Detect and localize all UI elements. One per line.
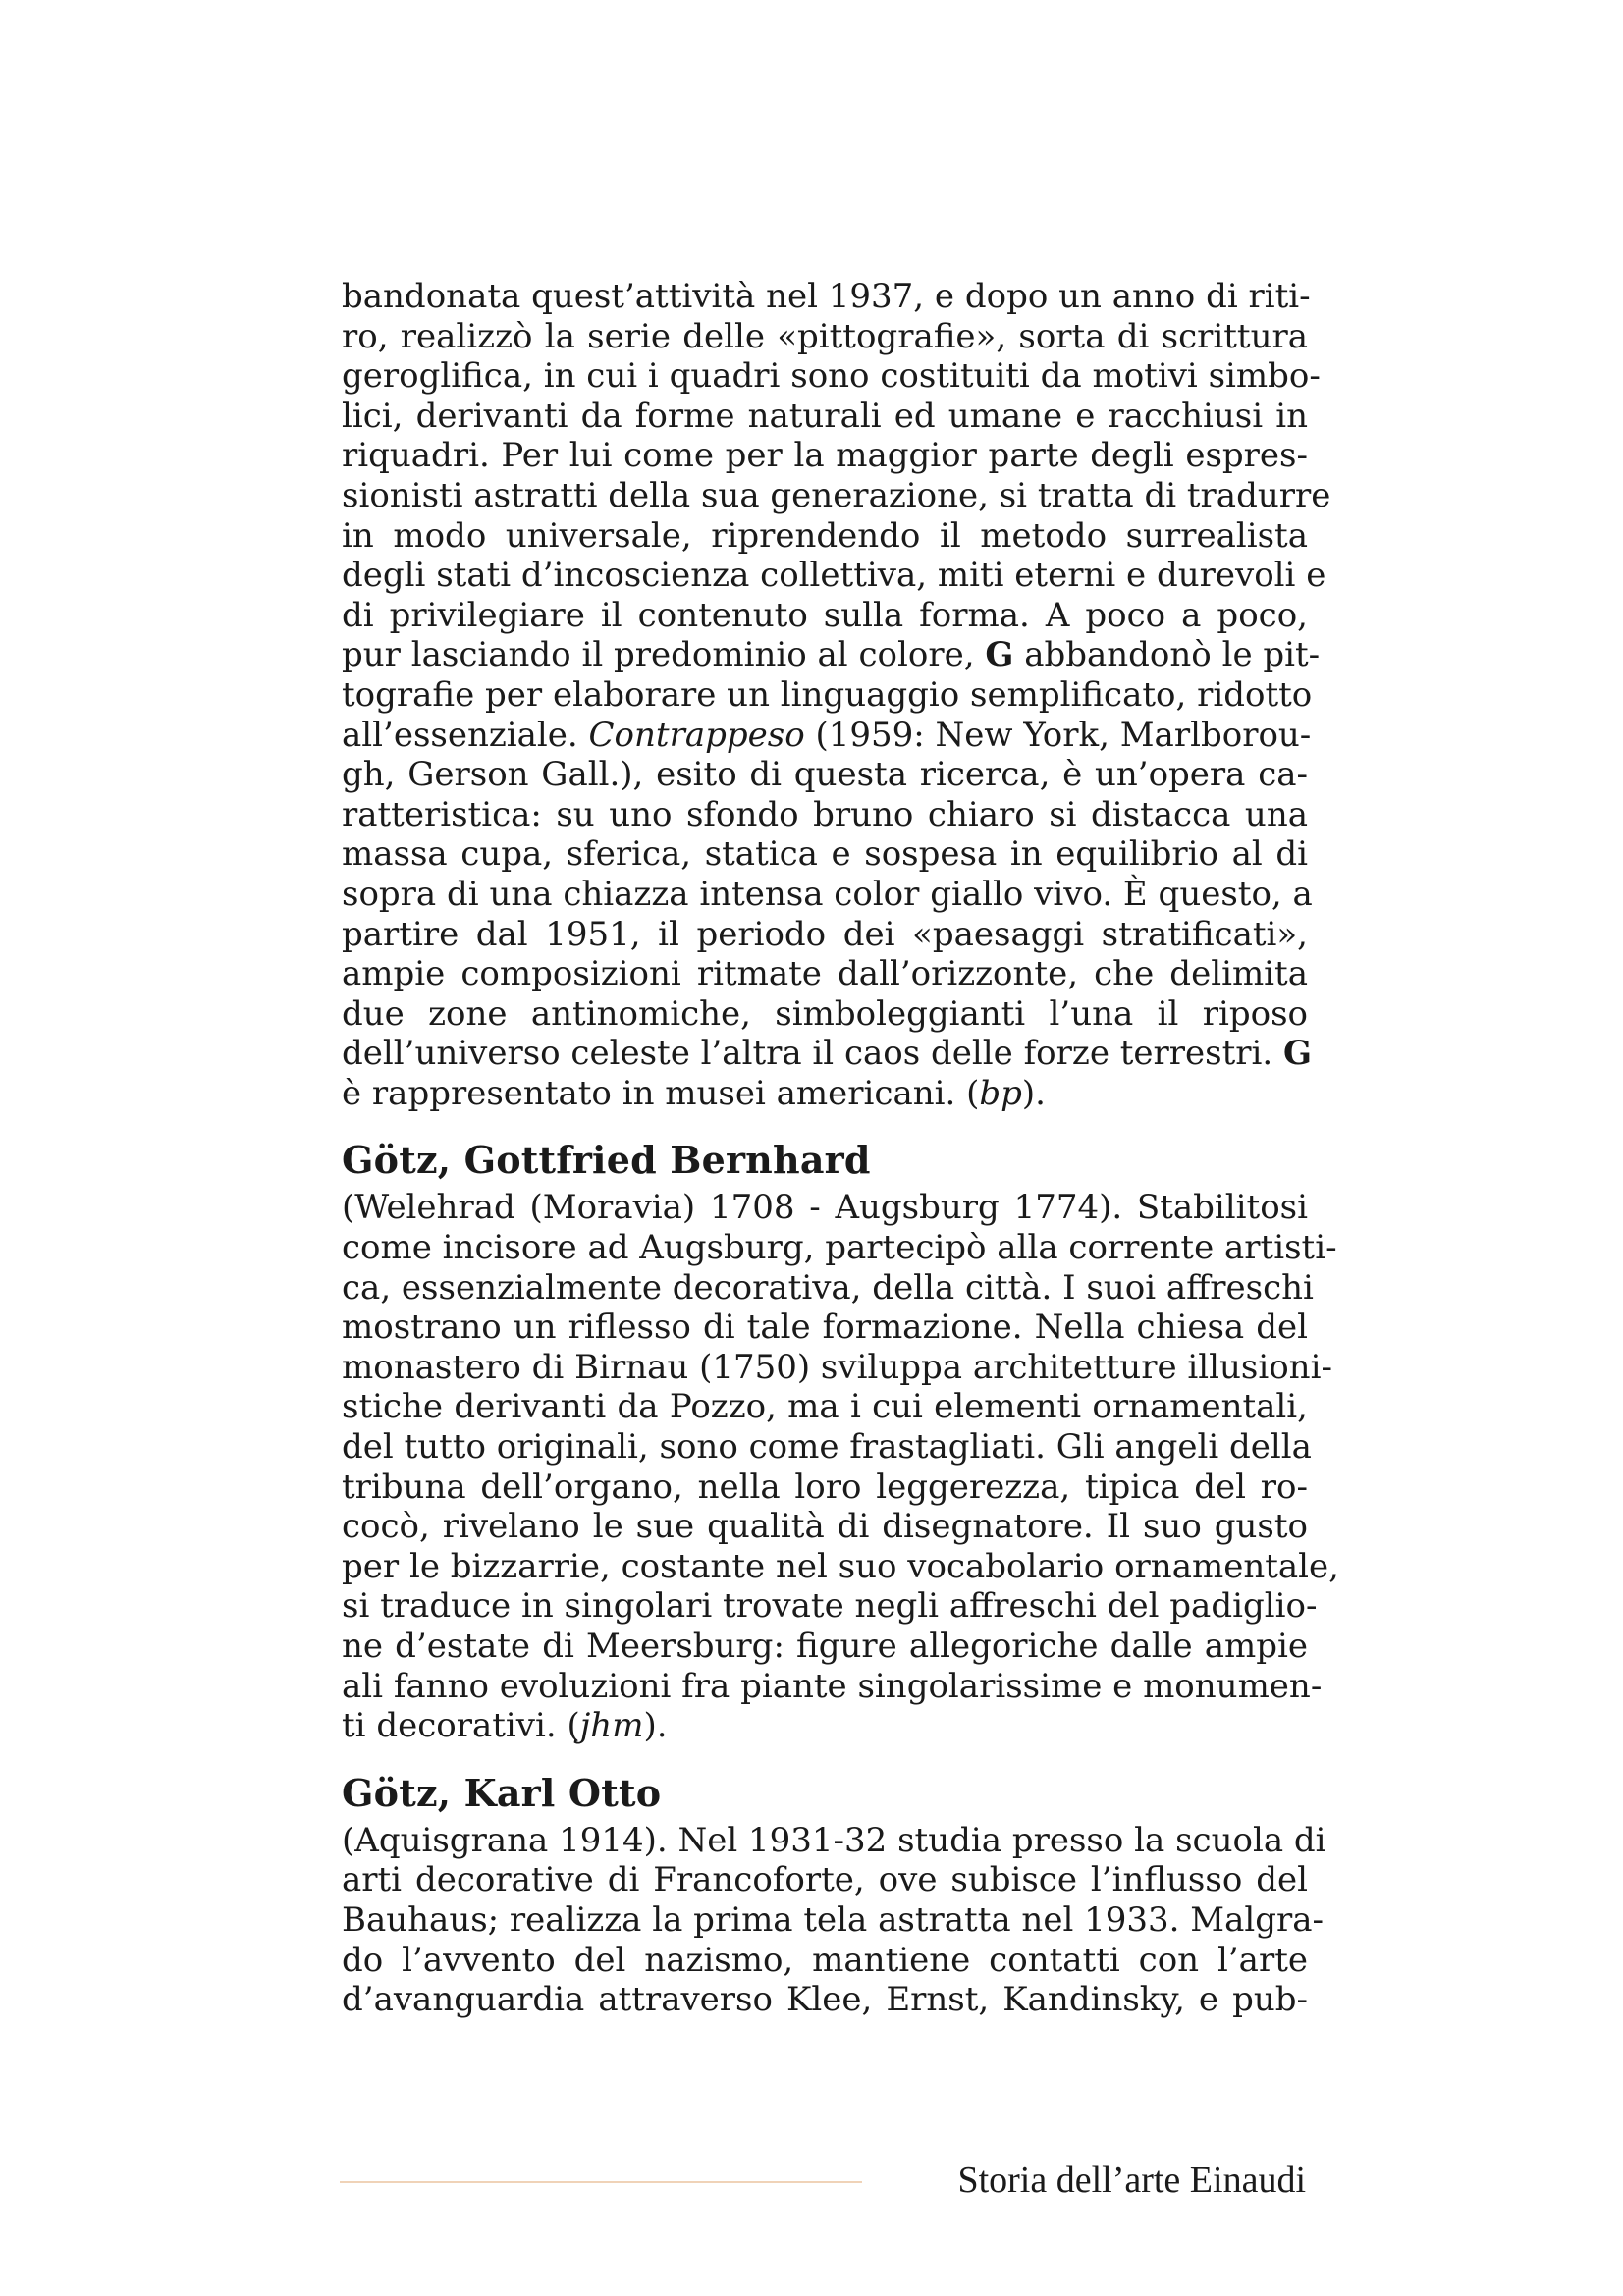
text-line: del tutto originali, sono come frastagliati. Gli angeli della	[342, 1427, 1312, 1468]
text-line: si traduce in singolari trovate negli affreschi del padiglio-	[342, 1586, 1318, 1627]
text-line: lici, derivanti da forme naturali ed umane e racchiusi in	[342, 396, 1308, 436]
text-line: di privilegiare il contenuto sulla forma. A poco a poco,	[342, 595, 1308, 635]
text-line: tografie per elaborare un linguaggio semplificato, ridotto	[342, 674, 1313, 715]
text-line: geroglifica, in cui i quadri sono costituiti da motivi simbo-	[342, 356, 1321, 397]
page-footer	[340, 2156, 1306, 2205]
author-initials: jhm	[579, 1706, 644, 1746]
text-line: pur lasciando il predominio al colore, G abbandonò le pit-	[342, 635, 1321, 675]
author-initials: bp	[979, 1073, 1022, 1113]
text-line: due zone antinomiche, simboleggianti l’una il riposo	[342, 993, 1308, 1034]
text-line: do l’avvento del nazismo, mantiene contatti con l’arte	[342, 1940, 1308, 1980]
text-line: ti decorativi. (jhm).	[342, 1706, 668, 1746]
text-line: riquadri. Per lui come per la maggior parte degli espres-	[342, 436, 1308, 476]
page-body	[342, 277, 1339, 2020]
text-line: arti decorative di Francoforte, ove subisce l’influsso del	[342, 1860, 1308, 1900]
text-line: ro, realizzò la serie delle «pittografie», sorta di scrittura	[342, 316, 1308, 356]
text-line: sionisti astratti della sua generazione, si tratta di tradurre	[342, 475, 1331, 515]
text-line: ratteristica: su uno sfondo bruno chiaro si distacca una	[342, 794, 1308, 834]
text-line: ampie composizioni ritmate dall’orizzonte, che delimita	[342, 954, 1308, 994]
text-line: all’essenziale. Contrappeso (1959: New York, Marlborou-	[342, 715, 1312, 755]
entry-paragraph	[342, 1820, 1326, 2020]
artwork-title: Contrappeso	[588, 715, 805, 755]
text-line: d’avanguardia attraverso Klee, Ernst, Kandinsky, e pub-	[342, 1980, 1308, 2020]
text-line: in modo universale, riprendendo il metodo surrealista	[342, 515, 1308, 556]
text-line: sopra di una chiazza intensa color giallo vivo. È questo, a	[342, 874, 1313, 914]
text-line: (Welehrad (Moravia) 1708 - Augsburg 1774). Stabilitosi	[342, 1188, 1308, 1228]
text-line: Bauhaus; realizza la prima tela astratta nel 1933. Malgra-	[342, 1899, 1325, 1940]
entry-heading: Götz, Gottfried Bernhard	[342, 1138, 871, 1183]
publication-title: Storia dell’arte Einaudi	[957, 2160, 1306, 2201]
footer-divider	[340, 2181, 862, 2183]
text-line: gh, Gerson Gall.), esito di questa ricerca, è un’opera ca-	[342, 755, 1308, 795]
text-line: cocò, rivelano le sue qualità di disegnatore. Il suo gusto	[342, 1507, 1308, 1547]
text-line: ne d’estate di Meersburg: figure allegoriche dalle ampie	[342, 1627, 1308, 1666]
text-line: è rappresentato in musei americani. (bp).	[342, 1073, 1046, 1113]
text-line: come incisore ad Augsburg, partecipò alla corrente artisti-	[342, 1228, 1337, 1268]
entry-heading: Götz, Karl Otto	[342, 1770, 662, 1815]
text-line: monastero di Birnau (1750) sviluppa architetture illusioni-	[342, 1347, 1332, 1387]
text-line: partire dal 1951, il periodo dei «paesaggi stratificati»,	[342, 914, 1308, 954]
intro-paragraph	[342, 277, 1331, 1113]
text-line: massa cupa, sferica, statica e sospesa in equilibrio al di	[342, 834, 1308, 875]
text-line: bandonata quest’attività nel 1937, e dopo un anno di riti-	[342, 277, 1311, 316]
text-line: per le bizzarrie, costante nel suo vocabolario ornamentale,	[342, 1546, 1339, 1586]
text-line: tribuna dell’organo, nella loro leggerezza, tipica del ro-	[342, 1467, 1308, 1507]
entry-abbreviation: G	[985, 635, 1014, 675]
text-line: mostrano un riflesso di tale formazione. Nella chiesa del	[342, 1308, 1308, 1348]
text-line: (Aquisgrana 1914). Nel 1931-32 studia presso la scuola di	[342, 1820, 1326, 1860]
text-line: degli stati d’incoscienza collettiva, miti eterni e durevoli e	[342, 556, 1326, 596]
entry-paragraph	[342, 1188, 1339, 1746]
text-line: ali fanno evoluzioni fra piante singolarissime e monumen-	[342, 1666, 1323, 1706]
entry-abbreviation: G	[1283, 1034, 1313, 1074]
text-line: stiche derivanti da Pozzo, ma i cui elementi ornamentali,	[342, 1387, 1308, 1427]
text-line: ca, essenzialmente decorativa, della città. I suoi affreschi	[342, 1267, 1314, 1308]
text-line: dell’universo celeste l’altra il caos delle forze terrestri. G	[342, 1034, 1313, 1074]
